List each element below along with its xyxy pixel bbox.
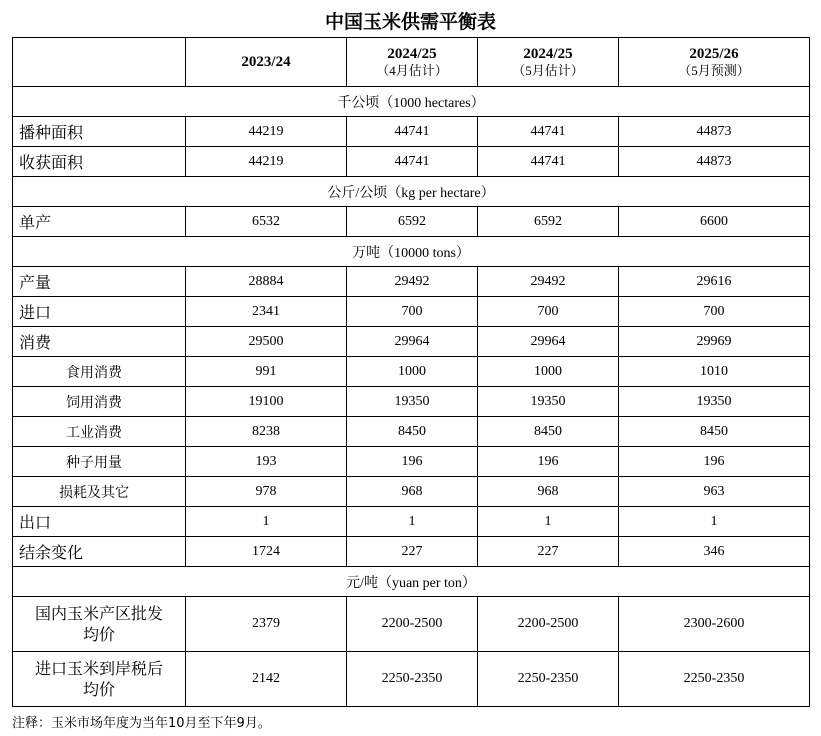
table-cell: 991: [186, 357, 347, 387]
row-label: 出口: [13, 507, 186, 537]
table-row: [13, 447, 810, 477]
row-label: 食用消费: [13, 357, 186, 387]
table-cell: 227: [347, 537, 478, 567]
table-cell: 1010: [619, 357, 810, 387]
table-row: [13, 417, 810, 447]
table-cell: 29492: [347, 267, 478, 297]
row-label: 进口: [13, 297, 186, 327]
row-label: 损耗及其它: [13, 477, 186, 507]
header-col-1: 2023/24: [186, 38, 347, 87]
table-cell: 1: [186, 507, 347, 537]
table-cell: 8450: [619, 417, 810, 447]
unit-row-yield: 公斤/公顷（kg per hectare）: [13, 177, 810, 207]
table-cell: 193: [186, 447, 347, 477]
table-cell: 44741: [347, 147, 478, 177]
table-row: [13, 507, 810, 537]
table-row: [13, 267, 810, 297]
table-cell: 8238: [186, 417, 347, 447]
table-row: [13, 147, 810, 177]
table-cell: 1000: [347, 357, 478, 387]
header-col-4: 2025/26 （5月预测）: [619, 38, 810, 87]
row-label: 消费: [13, 327, 186, 357]
table-cell: 2341: [186, 297, 347, 327]
table-row: [13, 387, 810, 417]
table-cell: 6592: [478, 207, 619, 237]
corner-cell: [13, 38, 186, 87]
row-label: 单产: [13, 207, 186, 237]
table-cell: 968: [478, 477, 619, 507]
table-row: [13, 327, 810, 357]
unit-row-tons: 万吨（10000 tons）: [13, 237, 810, 267]
table-cell: 963: [619, 477, 810, 507]
table-cell: 19350: [478, 387, 619, 417]
table-cell: 2200-2500: [478, 597, 619, 652]
table-cell: 2300-2600: [619, 597, 810, 652]
table-cell: 227: [478, 537, 619, 567]
table-cell: 44741: [347, 117, 478, 147]
table-cell: 44219: [186, 117, 347, 147]
table-cell: 44741: [478, 147, 619, 177]
table-cell: 196: [347, 447, 478, 477]
row-label: 进口玉米到岸税后 均价: [13, 652, 186, 707]
table-row: [13, 652, 810, 707]
table-cell: 978: [186, 477, 347, 507]
page-title: 中国玉米供需平衡表: [324, 11, 496, 33]
row-label: 工业消费: [13, 417, 186, 447]
table-cell: 700: [478, 297, 619, 327]
table-cell: 1: [619, 507, 810, 537]
row-label: 国内玉米产区批发 均价: [13, 597, 186, 652]
table-cell: 2250-2350: [347, 652, 478, 707]
table-cell: 700: [619, 297, 810, 327]
footnote: 注释：玉米市场年度为当年10月至下年9月。: [12, 716, 271, 731]
table-cell: 2250-2350: [478, 652, 619, 707]
table-cell: 8450: [478, 417, 619, 447]
table-cell: 44873: [619, 117, 810, 147]
table-cell: 2142: [186, 652, 347, 707]
row-label: 饲用消费: [13, 387, 186, 417]
table-cell: 700: [347, 297, 478, 327]
table-cell: 2379: [186, 597, 347, 652]
unit-row-area: 千公顷（1000 hectares）: [13, 87, 810, 117]
header-col-2: 2024/25 （4月估计）: [347, 38, 478, 87]
table-cell: 19350: [619, 387, 810, 417]
table-cell: 19100: [186, 387, 347, 417]
table-row: [13, 297, 810, 327]
table-cell: 29964: [478, 327, 619, 357]
table-cell: 28884: [186, 267, 347, 297]
table-row: [13, 537, 810, 567]
row-label: 结余变化: [13, 537, 186, 567]
table-row: [13, 357, 810, 387]
table-cell: 346: [619, 537, 810, 567]
table-cell: 29964: [347, 327, 478, 357]
table-cell: 196: [619, 447, 810, 477]
table-cell: 19350: [347, 387, 478, 417]
header-col-3: 2024/25 （5月估计）: [478, 38, 619, 87]
table-cell: 1: [478, 507, 619, 537]
table-row: [13, 597, 810, 652]
table-cell: 6532: [186, 207, 347, 237]
table-cell: 2200-2500: [347, 597, 478, 652]
table-cell: 44219: [186, 147, 347, 177]
table-row: [13, 207, 810, 237]
unit-row-price: 元/吨（yuan per ton）: [13, 567, 810, 597]
table-cell: 29492: [478, 267, 619, 297]
supply-demand-table: [12, 37, 810, 707]
table-cell: 29616: [619, 267, 810, 297]
table-cell: 196: [478, 447, 619, 477]
table-cell: 968: [347, 477, 478, 507]
table-cell: 29969: [619, 327, 810, 357]
row-label: 产量: [13, 267, 186, 297]
table-cell: 1724: [186, 537, 347, 567]
row-label: 收获面积: [13, 147, 186, 177]
table-cell: 1: [347, 507, 478, 537]
table-cell: 1000: [478, 357, 619, 387]
table-cell: 6592: [347, 207, 478, 237]
table-cell: 44741: [478, 117, 619, 147]
table-row: [13, 117, 810, 147]
table-cell: 2250-2350: [619, 652, 810, 707]
table-cell: 29500: [186, 327, 347, 357]
row-label: 种子用量: [13, 447, 186, 477]
header-row: [13, 38, 810, 87]
row-label: 播种面积: [13, 117, 186, 147]
table-row: [13, 477, 810, 507]
table-cell: 6600: [619, 207, 810, 237]
table-cell: 8450: [347, 417, 478, 447]
table-cell: 44873: [619, 147, 810, 177]
